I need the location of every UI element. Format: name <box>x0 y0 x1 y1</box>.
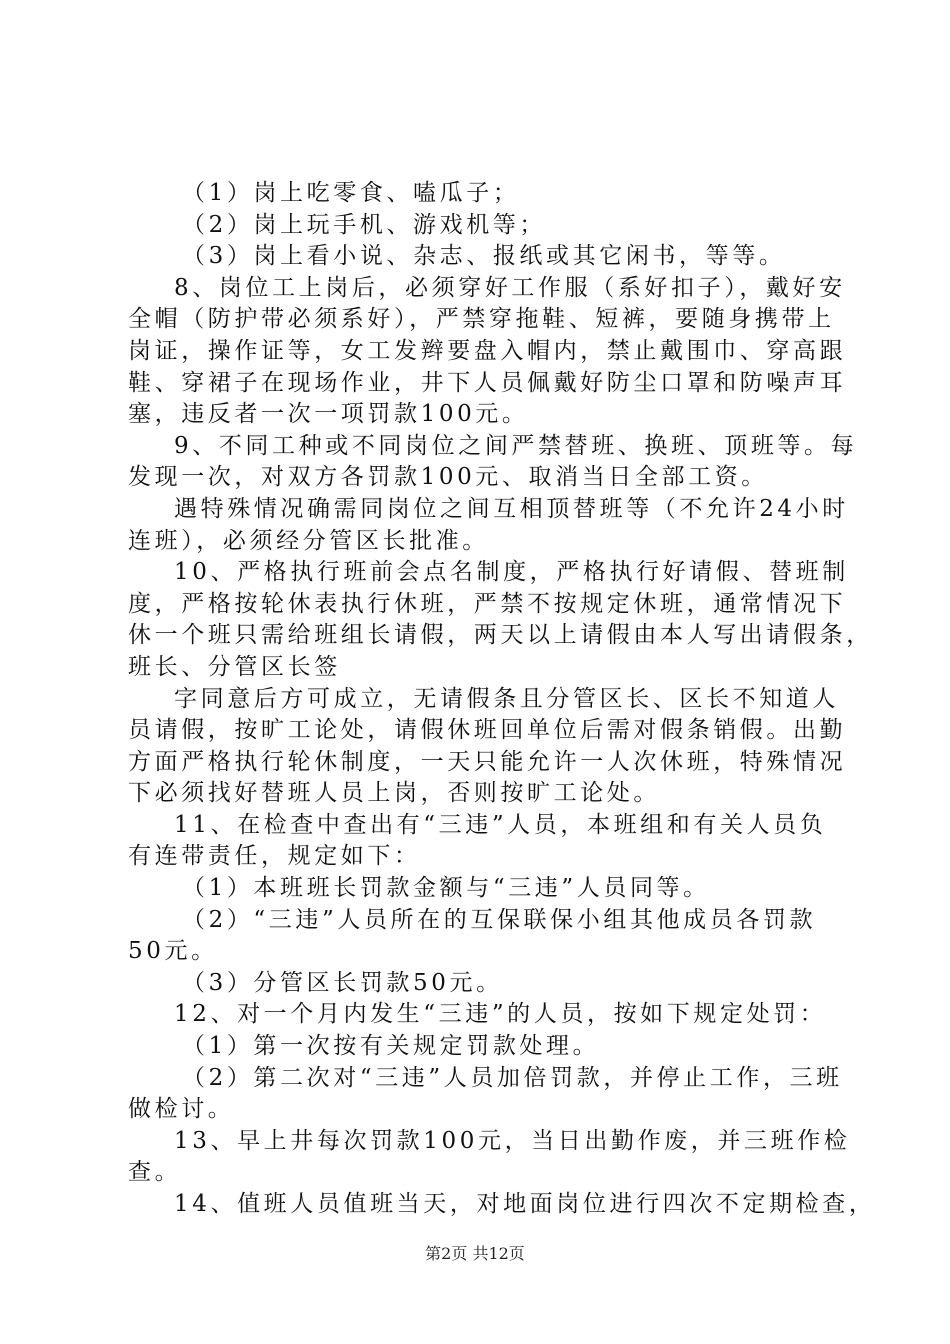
text-line: （2）第二次对“三违”人员加倍罚款，并停止工作，三班 <box>182 1064 843 1091</box>
text-line: 字同意后方可成立，无请假条且分管区长、区长不知道人 <box>174 685 839 712</box>
text-line: 8、岗位工上岗后，必须穿好工作服（系好扣子），戴好安 <box>174 274 846 301</box>
text-line: 有连带责任，规定如下： <box>128 843 421 870</box>
text-line: 做检讨。 <box>128 1096 235 1123</box>
page-footer: 第2页 共12页 <box>425 1244 525 1263</box>
text-line: （3）岗上看小说、杂志、报纸或其它闲书，等等。 <box>182 243 786 270</box>
text-line: （1）本班班长罚款金额与“三违”人员同等。 <box>182 875 710 902</box>
text-line: 下必须找好替班人员上岗，否则按旷工论处。 <box>128 780 660 807</box>
text-line: 查。 <box>128 1159 182 1186</box>
text-line: （1）第一次按有关规定罚款处理。 <box>182 1033 600 1060</box>
text-line: （3）分管区长罚款50元。 <box>182 969 503 996</box>
text-line: 员请假，按旷工论处，请假休班回单位后需对假条销假。出勤 <box>128 717 847 744</box>
text-line: 11、在检查中查出有“三违”人员，本班组和有关人员负 <box>174 811 827 838</box>
text-line: （1）岗上吃零食、嗑瓜子； <box>182 180 520 206</box>
text-line: 10、严格执行班前会点名制度，严格执行好请假、替班制 <box>174 559 849 586</box>
text-line: 连班），必须经分管区长批准。 <box>128 527 489 554</box>
text-line: 12、对一个月内发生“三违”的人员，按如下规定处罚： <box>174 1001 827 1028</box>
text-line: 50元。 <box>128 938 218 965</box>
text-line: 发现一次，对双方各罚款100元、取消当日全部工资。 <box>128 464 768 491</box>
text-line: 鞋、穿裙子在现场作业，井下人员佩戴好防尘口罩和防噪声耳 <box>128 369 847 396</box>
text-line: 岗证，操作证等，女工发辫要盘入帽内，禁止戴围巾、穿高跟 <box>128 337 847 364</box>
text-line: 遇特殊情况确需同岗位之间互相顶替班等（不允许24小时 <box>174 495 849 522</box>
text-line: 全帽（防护带必须系好），严禁穿拖鞋、短裤，要随身携带上 <box>128 306 835 333</box>
text-line: 13、早上井每次罚款100元，当日出勤作废，并三班作检 <box>174 1127 851 1154</box>
text-line: 9、不同工种或不同岗位之间严禁替班、换班、顶班等。每 <box>174 432 858 459</box>
text-line: 班长、分管区长签 <box>128 653 341 680</box>
text-line: 塞，违反者一次一项罚款100元。 <box>128 401 529 428</box>
text-line: （2）“三违”人员所在的互保联保小组其他成员各罚款 <box>182 906 817 933</box>
text-line: 14、值班人员值班当天，对地面岗位进行四次不定期检查， <box>174 1191 876 1217</box>
text-line: 方面严格执行轮休制度，一天只能允许一人次休班，特殊情况 <box>128 748 847 775</box>
text-line: 度，严格按轮休表执行休班，严禁不按规定休班，通常情况下 <box>128 590 847 617</box>
text-line: （2）岗上玩手机、游戏机等； <box>182 211 547 238</box>
text-line: 休一个班只需给班组长请假，两天以上请假由本人写出请假条， <box>128 622 873 649</box>
document-body <box>128 178 876 1221</box>
